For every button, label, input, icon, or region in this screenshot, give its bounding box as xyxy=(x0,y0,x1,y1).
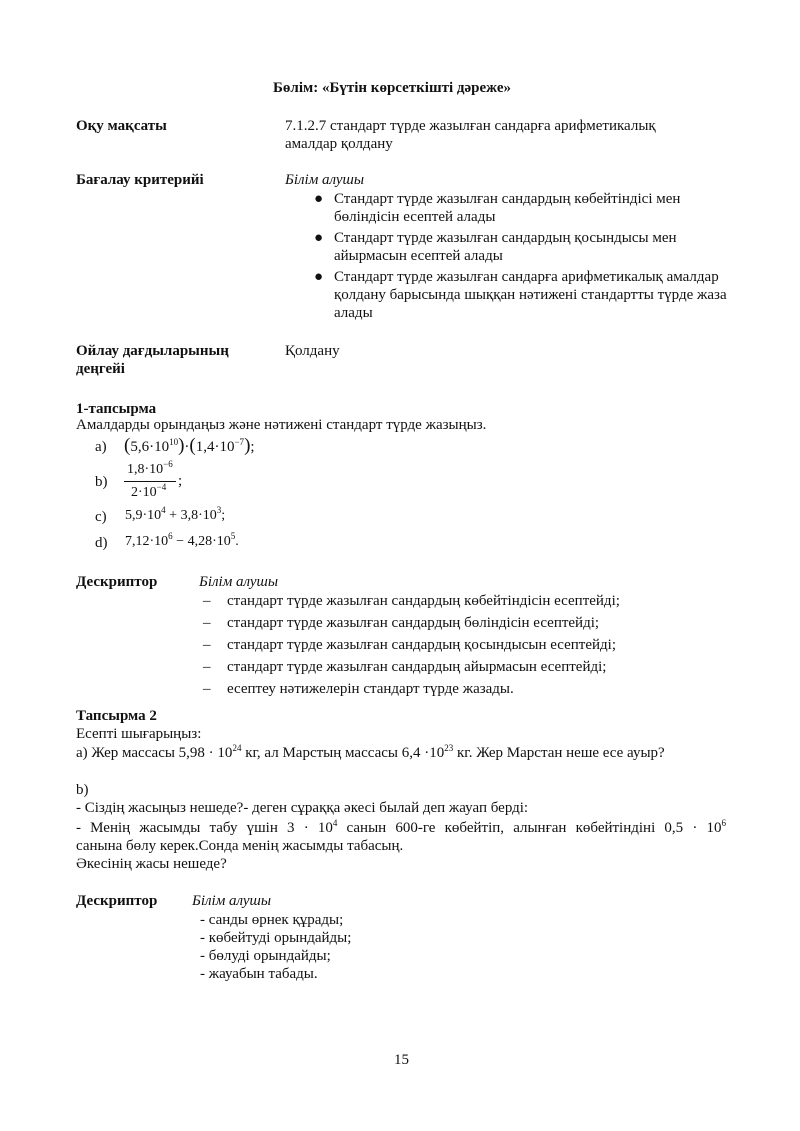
criteria-item: ● Стандарт түрде жазылған сандардың қосындысы мен айырмасын есептей алады xyxy=(314,230,677,264)
task2-descriptor-intro: Білім алушы xyxy=(192,893,272,909)
bullet-icon: ● xyxy=(314,191,324,207)
thinking-label-line2: деңгейі xyxy=(76,361,125,377)
criteria-label: Бағалау критерийі xyxy=(76,172,204,188)
descriptor-item: – стандарт түрде жазылған сандардың қосындысын есептейді; xyxy=(203,637,616,653)
task2-descriptor-list xyxy=(200,911,351,983)
descriptor-item: – стандарт түрде жазылған сандардың бөліндісін есептейді; xyxy=(203,615,600,631)
fraction-bar xyxy=(124,481,176,482)
task1-item-b-end: ; xyxy=(178,473,183,489)
thinking-label-line1: Ойлау дағдыларының xyxy=(76,343,229,359)
criteria-list xyxy=(308,190,728,325)
task2-part-b-line2: - Менің жасымды табу үшін $3 \cdot 10^4$ санын 600-ге көбейтіп, алынған көбейтіндіні $0,5 \cdot 10^6$ xyxy=(76,818,727,836)
objective-text-line2: амалдар қолдану xyxy=(285,136,393,152)
bullet-icon: ● xyxy=(314,269,324,285)
descriptor-item: – стандарт түрде жазылған сандардың айырмасын есептейді; xyxy=(203,659,607,675)
task1-item-c-label: c) xyxy=(95,509,107,525)
task1-descriptor-label: Дескриптор xyxy=(76,574,158,590)
task1-descriptor-intro: Білім алушы xyxy=(199,574,279,590)
bullet-icon: ● xyxy=(314,230,324,246)
task1-instruction: Амалдарды орындаңыз және нәтижені стандарт түрде жазыңыз. xyxy=(76,417,487,433)
task1-item-d-label: d) xyxy=(95,535,108,551)
task1-item-a-label: a) xyxy=(95,439,107,455)
objective-label: Оқу мақсаты xyxy=(76,118,167,134)
descriptor-item: - санды өрнек құрады; xyxy=(200,912,344,928)
task1-item-c-expr: $5,9\cdot 10^4 + 3,8\cdot 10^3$; xyxy=(125,505,226,523)
page-number: 15 xyxy=(394,1052,409,1068)
task1-item-b-label: b) xyxy=(95,474,108,490)
task1-descriptor-list xyxy=(200,592,720,702)
task1-item-b-denominator: $2\cdot 10^{-4}$ xyxy=(131,482,167,500)
thinking-value: Қолдану xyxy=(285,343,340,359)
task2-part-b-line3: санына бөлу керек.Сонда менің жасымды табасың. xyxy=(76,838,404,854)
criteria-item: ● Стандарт түрде жазылған сандардың көбейтіндісі мен бөліндісін есептей алады xyxy=(314,191,681,225)
task1-item-a-expr: $(5,6\cdot 10^{10})\cdot(1,4\cdot 10^{-7})$; xyxy=(124,435,255,456)
criteria-intro: Білім алушы xyxy=(285,172,365,188)
task1-title: 1-тапсырма xyxy=(76,401,157,417)
descriptor-item: – есептеу нәтижелерін стандарт түрде жазады. xyxy=(203,681,514,697)
section-title: Бөлім: «Бүтін көрсеткішті дәреже» xyxy=(273,80,512,96)
descriptor-item: - жауабын табады. xyxy=(200,966,318,982)
task2-descriptor-label: Дескриптор xyxy=(76,893,158,909)
task2-instruction: Есепті шығарыңыз: xyxy=(76,726,202,742)
descriptor-item: – стандарт түрде жазылған сандардың көбейтіндісін есептейді; xyxy=(203,593,620,609)
descriptor-item: - бөлуді орындайды; xyxy=(200,948,331,964)
criteria-item: ● Стандарт түрде жазылған сандарға арифметикалық амалдар қолдану барысында шыққан нәтижені стандартты түрде жаза алады xyxy=(314,269,727,321)
task2-title: Тапсырма 2 xyxy=(76,708,157,724)
task1-item-b-numerator: $1,8\cdot 10^{-6}$ xyxy=(127,459,173,477)
task2-part-a: а) Жер массасы $5,98 \cdot 10^{24}$ кг, ал Марстың массасы $6,4 \cdot 10^{23}$ кг. Жер Марстан неше есе ауыр? xyxy=(76,743,665,761)
task2-part-b-label: b) xyxy=(76,782,89,798)
task2-part-b-line4: Әкесінің жасы нешеде? xyxy=(76,856,227,872)
task1-item-d-expr: $7,12\cdot 10^6 - 4,28\cdot 10^5$. xyxy=(125,531,239,549)
task2-part-b-line1: - Сіздің жасыңыз нешеде?- деген сұраққа әкесі былай деп жауап берді: xyxy=(76,800,529,816)
objective-text-line1: 7.1.2.7 стандарт түрде жазылған сандарға арифметикалық xyxy=(285,118,656,134)
descriptor-item: - көбейтуді орындайды; xyxy=(200,930,352,946)
